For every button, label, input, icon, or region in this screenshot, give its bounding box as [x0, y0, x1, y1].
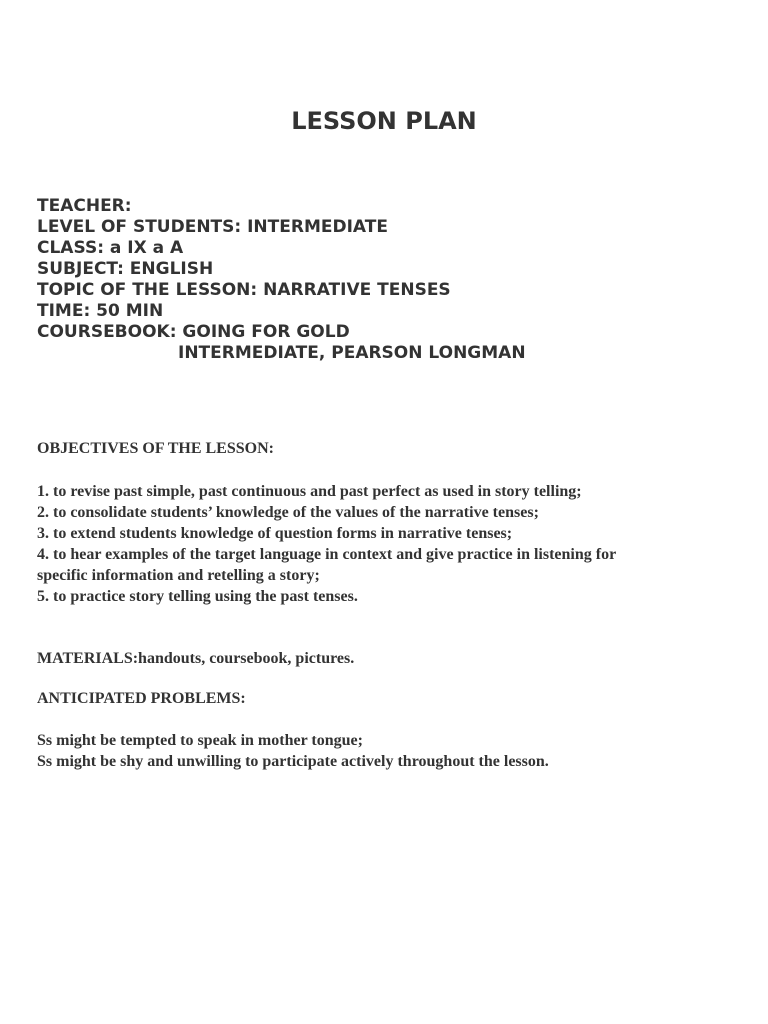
problem-item: Ss might be tempted to speak in mother tongue;: [37, 732, 363, 749]
section-heading: OBJECTIVES OF THE LESSON:: [37, 440, 274, 457]
page-title: LESSON PLAN: [291, 107, 477, 135]
teacher-line: TEACHER:: [37, 196, 132, 216]
objective-item-continuation: specific information and retelling a story;: [37, 567, 320, 584]
problems-list: [37, 730, 737, 772]
materials-line: MATERIALS:handouts, coursebook, pictures.: [37, 650, 355, 667]
time-line: TIME: 50 MIN: [37, 301, 164, 321]
objective-item: 5. to practice story telling using the past tenses.: [37, 588, 358, 605]
coursebook-line: COURSEBOOK: GOING FOR GOLD: [37, 322, 350, 342]
objective-item: 4. to hear examples of the target language in context and give practice in listening for: [37, 546, 617, 563]
objective-item: 3. to extend students knowledge of question forms in narrative tenses;: [37, 525, 513, 542]
coursebook-continuation-line: INTERMEDIATE, PEARSON LONGMAN: [178, 343, 526, 363]
materials-section: [37, 648, 737, 669]
problem-item: Ss might be shy and unwilling to participate actively throughout the lesson.: [37, 753, 549, 770]
objectives-list: [37, 481, 737, 607]
lesson-info-block: [37, 196, 737, 364]
objectives-heading: [37, 438, 737, 459]
problems-heading: [37, 688, 737, 709]
objective-item: 1. to revise past simple, past continuous and past perfect as used in story telling;: [37, 483, 582, 500]
class-line: CLASS: a IX a A: [37, 238, 184, 258]
level-line: LEVEL OF STUDENTS: INTERMEDIATE: [37, 217, 388, 237]
subject-line: SUBJECT: ENGLISH: [37, 259, 214, 279]
objective-item: 2. to consolidate students’ knowledge of the values of the narrative tenses;: [37, 504, 539, 521]
topic-line: TOPIC OF THE LESSON: NARRATIVE TENSES: [37, 280, 451, 300]
section-heading: ANTICIPATED PROBLEMS:: [37, 690, 246, 707]
